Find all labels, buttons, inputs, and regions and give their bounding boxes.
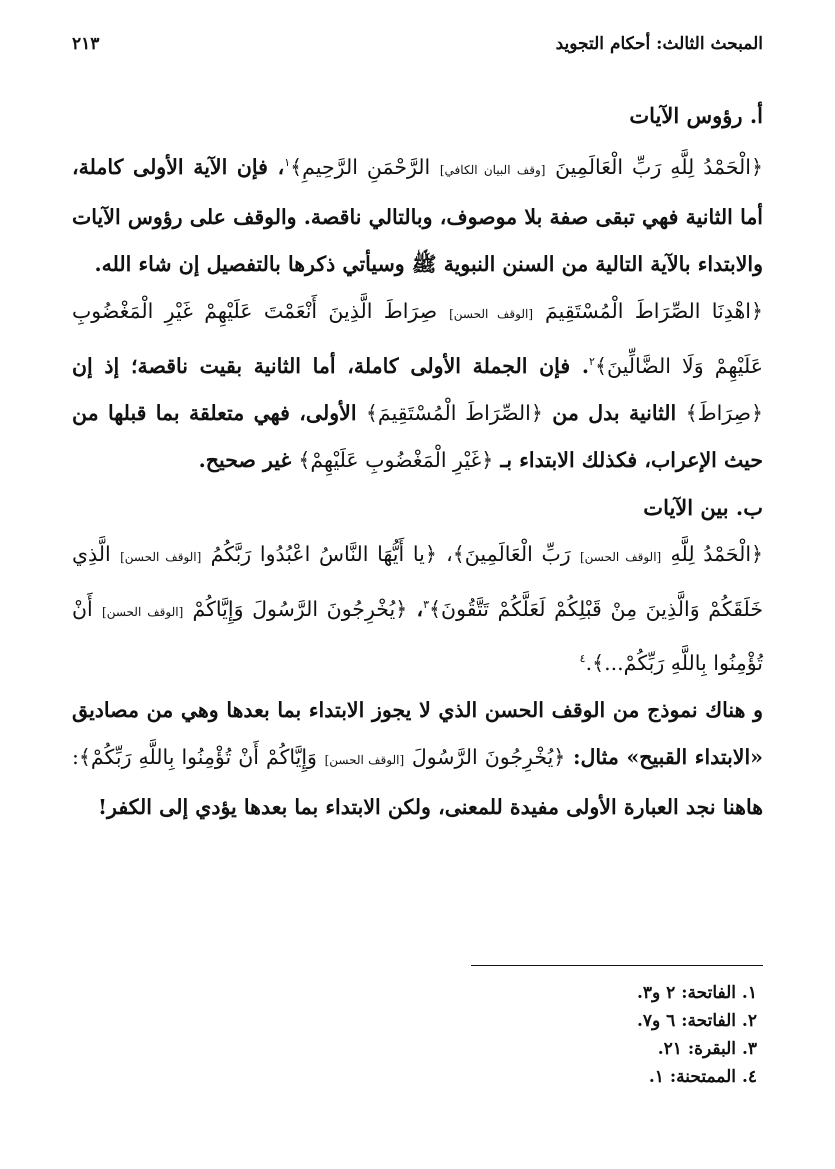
running-header [72,34,763,54]
footnote-item: ٤. الممتحنة: ١. [648,1067,757,1087]
footnote-ref[interactable]: ٢ [589,354,595,368]
section-b-paragraph-2 [72,687,763,831]
paragraph-text: الأولى، فهي متعلقة بما قبلها من حيث الإعراب، فكذلك الابتداء بـ [72,400,763,472]
waqf-annotation: [الوقف الحسن] [579,549,662,564]
waqf-annotation: [الوقف الحسن] [120,549,202,564]
waqf-annotation: [وقف البيان الكافي] [439,162,546,177]
footnote-ref[interactable]: ٣ [423,597,430,611]
quran-quote: ﴿الْحَمْدُ لِلَّهِ رَبِّ الْعَالَمِينَ [555,154,764,179]
quran-quote: الَّذِي خَلَقَكُمْ وَالَّذِينَ مِنْ قَبْلِكُمْ لَعَلَّكُمْ تَتَّقُونَ﴾ [72,541,764,621]
footnotes [72,979,757,1091]
paragraph-text: و هناك نموذج من الوقف الحسن الذي لا يجوز الابتداء بما بعدها وهي من مصاديق «الابتداء القبيح» مثال: [72,698,763,770]
body-text [72,92,763,831]
footnote-item: ٢. الفاتحة: ٦ و٧. [636,1011,757,1031]
quran-quote: الرَّحْمَنِ الرَّحِيمِ﴾ [290,154,431,179]
quran-quote: ﴿صِرَاطَ﴾ [685,400,764,425]
quran-quote: ﴿اهْدِنَا الصِّرَاطَ الْمُسْتَقِيمَ [544,298,764,323]
waqf-annotation: [الوقف الحسن] [324,753,405,768]
quran-quote: وَإِيَّاكُمْ أَنْ تُؤْمِنُوا بِاللَّهِ رَبِّكُمْ﴾: [72,745,317,770]
quran-quote: ﴿غَيْرِ الْمَغْضُوبِ عَلَيْهِمْ﴾ [298,447,494,472]
separator: ، [416,596,424,621]
page-number: ٢١٣ [72,34,100,54]
section-a-paragraph-1 [72,139,763,288]
footnote-divider [471,965,763,966]
quran-quote: أَنْ تُؤْمِنُوا بِاللَّهِ رَبِّكُمْ...﴾. [72,596,763,676]
paragraph-text: الثانية بدل من [552,400,677,425]
paragraph-text: غير صحيح. [198,447,292,472]
chapter-title: المبحث الثالث: أحكام التجويد [555,34,763,54]
section-b-heading: ب. بين الآيات [643,494,763,520]
quran-quote: ﴿يُخْرِجُونَ الرَّسُولَ وَإِيَّاكُمْ [192,596,408,621]
paragraph-text: . فإن الجملة الأولى كاملة، أما الثانية بقيت ناقصة؛ إذ إن [72,353,590,378]
section-b-paragraph-1 [72,531,763,688]
footnote-item: ١. الفاتحة: ٢ و٣. [636,983,757,1003]
waqf-annotation: [الوقف الحسن] [102,604,184,619]
section-a-heading: أ. رؤوس الآيات [629,103,763,128]
footnote-ref[interactable]: ١ [284,156,291,169]
quran-quote: ﴿يا أَيُّهَا النَّاسُ اعْبُدُوا رَبَّكُمُ [210,541,437,566]
waqf-annotation: [الوقف الحسن] [449,306,534,321]
quran-quote: رَبِّ الْعَالَمِينَ﴾، [446,541,571,566]
footnote-item: ٣. البقرة: ٢١. [657,1039,757,1059]
quran-quote: ﴿يُخْرِجُونَ الرَّسُولَ [411,745,566,770]
quran-quote: ﴿الصِّرَاطَ الْمُسْتَقِيمَ﴾ [365,400,543,425]
paragraph-text: هاهنا نجد العبارة الأولى مفيدة للمعنى، ولكن الابتداء بما بعدها يؤدي إلى الكفر! [98,795,763,820]
quran-quote: صِرَاطَ الَّذِينَ أَنْعَمْتَ عَلَيْهِمْ غَيْرِ الْمَغْضُوبِ عَلَيْهِمْ وَلَا الضَّالِّينَ﴾ [72,298,763,378]
paragraph-text: ، فإن الآية الأولى كاملة، أما الثانية فهي تبقى صفة بلا موصوف، وبالتالي ناقصة. والوقف على رؤوس الآيات والابتداء بالآية التالية من السنن النبوية ﷺ وسيأتي ذكرها بالتفصيل إن شاء الله. [72,154,763,276]
quran-quote: ﴿الْحَمْدُ لِلَّهِ [670,541,764,566]
footnote-ref[interactable]: ٤ [579,652,586,666]
section-a-paragraph-2 [72,288,763,484]
